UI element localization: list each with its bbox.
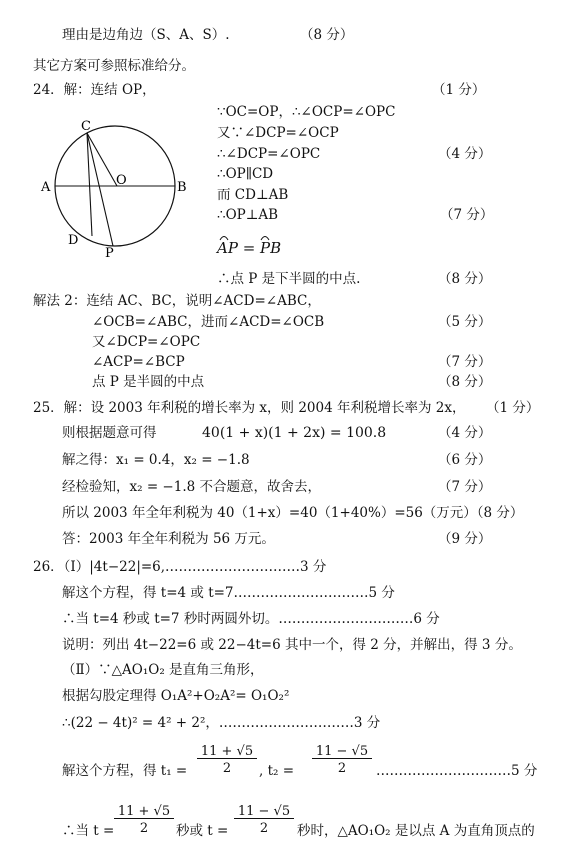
fraction-numerator: 11 − √5 (234, 805, 294, 819)
note-line: 说明：列出 4t−22=6 或 22−4t=6 其中一个，得 2 分，并解出，得 3 分。 (62, 637, 522, 653)
fraction-numerator: 11 + √5 (114, 805, 174, 819)
proof-line: 又∵∠DCP=∠OCP (217, 125, 339, 141)
problem-26-part-2: （Ⅱ）∵△AO₁O₂ 是直角三角形， (62, 662, 264, 678)
score-label: （8 分） (438, 374, 492, 390)
problem-26-part-1: 26．（Ⅰ）|4t−22|=6,…………………………3 分 (33, 559, 327, 575)
problem-24-heading: 24．解：连结 OP， (33, 82, 156, 98)
score-label: （4 分） (438, 425, 492, 441)
result-line: 所以 2003 年全年利税为 40（1+x）=40（1+40%）=56（万元） (62, 505, 477, 521)
segment-co (87, 133, 117, 186)
conclusion-line: ∴当 t=4 秒或 t=7 秒时两圆外切。…………………………6 分 (62, 611, 440, 627)
proof-line: ∴OP⊥AB (217, 207, 279, 223)
chord-cp (87, 133, 113, 246)
score-label: （7 分） (438, 479, 492, 495)
final-intro: ∴当 t = (62, 823, 115, 839)
score-label: （7 分） (438, 354, 492, 370)
final-tail: 秒时，△AO₁O₂ 是以点 A 为直角顶点的 (297, 823, 535, 839)
method-2-line: ∠OCB=∠ABC，进而∠ACD=∠OCB (92, 314, 325, 330)
solve-intro: 解这个方程，得 t₁ = (62, 763, 188, 779)
label-d: D (68, 233, 79, 248)
score-label: （9 分） (438, 531, 492, 547)
fraction-numerator: 11 + √5 (197, 745, 257, 759)
method-2-line: 点 P 是半圆的中点 (92, 374, 205, 390)
circle-figure (35, 118, 210, 263)
score-label: （8 分） (300, 27, 354, 43)
proof-line: ∴∠DCP=∠OPC (217, 146, 321, 162)
solve-separator: , t₂ = (259, 763, 295, 779)
problem-25-heading: 25．解：设 2003 年利税的增长率为 x，则 2004 年利税增长率为 2x， (33, 400, 466, 416)
score-label: （1 分） (432, 82, 486, 98)
score-label: （8 分） (470, 505, 524, 521)
final-middle: 秒或 t = (176, 823, 229, 839)
fraction-denominator: 2 (222, 761, 232, 776)
label-c: C (81, 119, 91, 134)
fraction-t2 (312, 745, 372, 775)
chord-cd (87, 133, 92, 236)
fraction-denominator: 2 (259, 821, 269, 836)
verification-line: 经检验知，x₂ = −1.8 不合题意，故舍去， (62, 479, 321, 495)
label-a: A (41, 180, 51, 195)
label-p: P (105, 246, 114, 261)
score-label: （6 分） (438, 452, 492, 468)
answer-line: 答：2003 年全年利税为 56 万元。 (62, 531, 275, 547)
score-label: （4 分） (438, 146, 492, 162)
fraction-t2 (234, 805, 294, 835)
proof-line: ∵OC=OP，∴∠OCP=∠OPC (217, 104, 396, 120)
equation: 40(1 + x)(1 + 2x) = 100.8 (202, 425, 387, 441)
label-o: O (116, 173, 127, 188)
solution-line: 解这个方程，得 t=4 或 t=7…………………………5 分 (62, 585, 395, 601)
label-b: B (177, 180, 187, 195)
method-2-heading: 解法 2：连结 AC、BC，说明∠ACD=∠ABC， (33, 293, 321, 309)
score-label: （8 分） (438, 271, 492, 287)
score-label: （1 分） (486, 400, 540, 416)
equation-line: ∴(22 − 4t)² = 4² + 2²，…………………………3 分 (62, 715, 381, 731)
solution-line: 解之得：x₁ = 0.4，x₂ = −1.8 (62, 452, 250, 468)
reason-line: 理由是边角边（S、A、S）. (62, 27, 230, 43)
proof-conclusion: ∴点 P 是下半圆的中点. (217, 271, 361, 287)
fraction-denominator: 2 (139, 821, 149, 836)
score-dots: …………………………5 分 (376, 763, 538, 779)
method-2-line: ∠ACP=∠BCP (92, 354, 185, 370)
fraction-numerator: 11 − √5 (312, 745, 372, 759)
score-label: （7 分） (440, 207, 494, 223)
proof-line: ∴OP∥CD (217, 166, 274, 182)
pythagoras-line: 根据勾股定理得 O₁A²+O₂A²= O₁O₂² (62, 688, 290, 704)
fraction-denominator: 2 (337, 761, 347, 776)
note-line: 其它方案可参照标准给分。 (33, 58, 195, 74)
equation-intro: 则根据题意可得 (62, 425, 157, 441)
proof-line: 而 CD⊥AB (217, 187, 289, 203)
fraction-t1 (114, 805, 174, 835)
score-label: （5 分） (438, 314, 492, 330)
method-2-line: 又∠DCP=∠OPC (92, 334, 201, 350)
fraction-t1 (197, 745, 257, 775)
arc-equality: AP = PB (217, 239, 282, 257)
